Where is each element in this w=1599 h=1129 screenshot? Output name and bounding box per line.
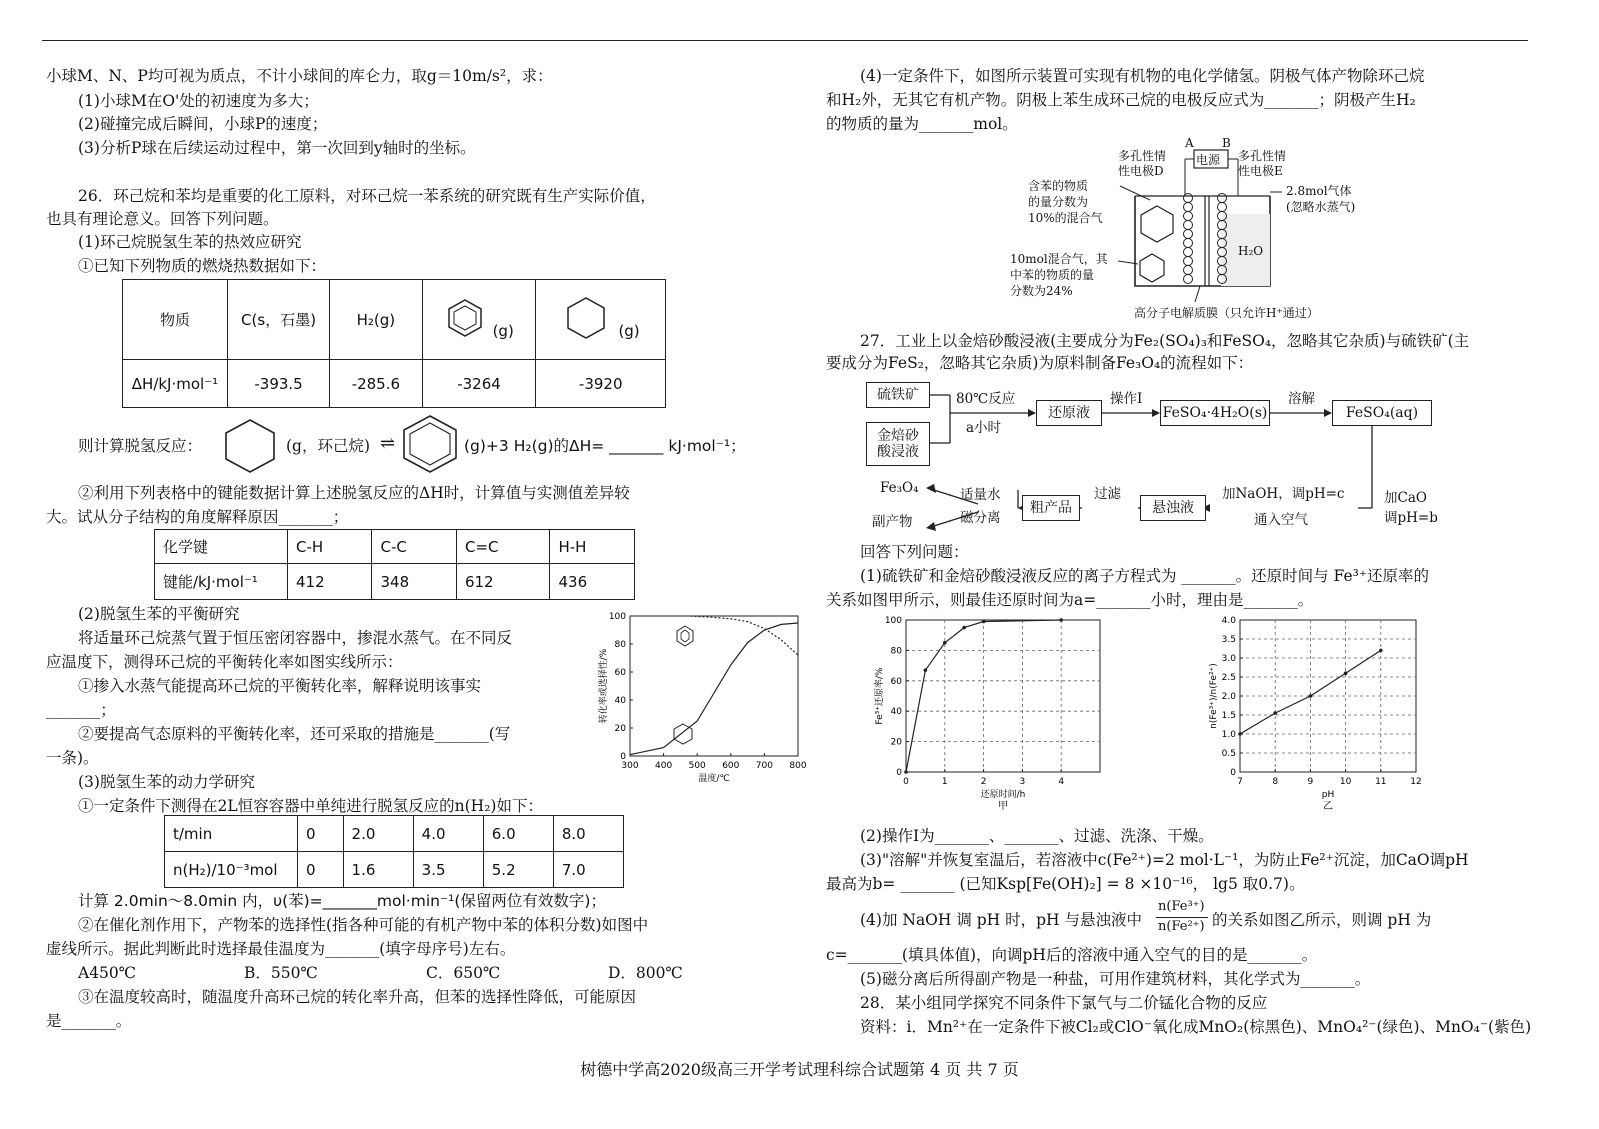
electrode-e-label: 多孔性情 bbox=[1238, 149, 1287, 163]
y-tick-label: 2.0 bbox=[1221, 692, 1236, 702]
q25-line: (2)碰撞完成后瞬间，小球P的速度； bbox=[78, 115, 328, 133]
y-tick-label: 20 bbox=[614, 724, 626, 734]
table-cell: 412 bbox=[288, 564, 372, 600]
table-cell: 0 bbox=[298, 816, 344, 852]
y-tick-label: 40 bbox=[614, 696, 626, 706]
electrode-d-label: 性电极D bbox=[1118, 164, 1164, 178]
after-line: (3)"溶解"并恢复室温后，若溶液中c(Fe²⁺)=2 mol·L⁻¹，为防止Fe²⁺沉淀，加CaO调pH bbox=[860, 851, 1469, 869]
cyclohexane-icon bbox=[564, 296, 608, 340]
plot-frame bbox=[906, 620, 1100, 772]
fraction-denominator: n(Fe²⁺) bbox=[1158, 919, 1205, 934]
table-cell: 2.0 bbox=[343, 816, 413, 852]
flow-label: 加CaO bbox=[1384, 490, 1427, 506]
benzene-icon bbox=[677, 626, 693, 646]
data-point bbox=[1273, 711, 1277, 715]
y-tick-label: 20 bbox=[890, 737, 902, 748]
flow-label: a小时 bbox=[966, 420, 1002, 436]
x-tick-label: 2 bbox=[980, 777, 987, 787]
table-cell bbox=[536, 280, 666, 360]
electrode-e-label: 性电极E bbox=[1238, 164, 1283, 178]
gas-out-label: (忽略水蒸气) bbox=[1286, 200, 1356, 214]
y-tick-label: 4.0 bbox=[1221, 616, 1236, 626]
q26-line: 26．环己烷和苯均是重要的化工原料，对环己烷一苯系统的研究既有生产实际价值， bbox=[78, 187, 656, 205]
y-tick-label: 100 bbox=[884, 616, 902, 626]
table-cell: 1.6 bbox=[343, 852, 413, 888]
top-rule bbox=[42, 40, 1528, 41]
ph-ratio-chart bbox=[1198, 612, 1428, 822]
power-source-label: 电源 bbox=[1196, 153, 1221, 167]
x-tick-label: 4 bbox=[1058, 777, 1065, 787]
option-d: D．800℃ bbox=[608, 964, 683, 982]
y-tick-label: 0.5 bbox=[1221, 749, 1236, 759]
table-cell: ΔH/kJ·mol⁻¹ bbox=[123, 360, 228, 408]
calc-text: (g，环己烷) bbox=[286, 437, 371, 455]
table-cell: H₂(g) bbox=[330, 280, 422, 360]
x-tick-label: 9 bbox=[1307, 777, 1314, 787]
y-tick-label: 0 bbox=[620, 752, 626, 762]
y-axis-label: n(Fe³⁺)/n(Fe²⁺) bbox=[1209, 663, 1219, 729]
table-cell: -285.6 bbox=[330, 360, 422, 408]
eq-line: 应温度下，测得环己烷的平衡转化率如图实线所示： bbox=[46, 653, 403, 671]
after-line: 虚线所示。据此判断此时选择最佳温度为_______(填字母序号)左右。 bbox=[46, 940, 516, 958]
table-cell: 4.0 bbox=[413, 816, 483, 852]
data-point bbox=[982, 620, 986, 624]
flow-label: 加NaOH，调pH=c bbox=[1222, 486, 1345, 502]
plot-frame bbox=[630, 616, 798, 756]
table-cell: t/min bbox=[165, 816, 298, 852]
gas-out-label: 2.8mol气体 bbox=[1286, 184, 1352, 198]
water-label: H₂O bbox=[1238, 244, 1264, 258]
table-cell: 3.5 bbox=[413, 852, 483, 888]
tail-line: 28．某小组同学探究不同条件下氯气与二价锰化合物的反应 bbox=[860, 994, 1268, 1012]
x-tick-label: 7 bbox=[1237, 777, 1243, 787]
x-tick-label: 12 bbox=[1410, 777, 1422, 787]
x-axis-label: 还原时间/h bbox=[980, 790, 1026, 800]
after-line: ②在催化剂作用下，产物苯的选择性(指各种可能的有机产物中苯的体积分数)如图中 bbox=[78, 916, 649, 934]
x-tick-label: 10 bbox=[1339, 777, 1352, 787]
flow-label: 调pH=b bbox=[1384, 510, 1438, 526]
electrode-label-a: A bbox=[1185, 136, 1194, 150]
flow-label: 溶解 bbox=[1288, 391, 1315, 407]
ans-line: 关系如图甲所示，则最佳还原时间为a=_______小时，理由是_______。 bbox=[826, 591, 1314, 609]
q26-line: 也具有理论意义。回答下列问题。 bbox=[46, 210, 279, 228]
x-tick-label: 500 bbox=[688, 761, 706, 771]
y-tick-label: 3.0 bbox=[1221, 654, 1236, 664]
x-axis-label: pH bbox=[1321, 790, 1335, 800]
option-b: B．550℃ bbox=[244, 964, 318, 982]
q27-line: 27．工业上以金焙砂酸浸液(主要成分为Fe₂(SO₄)₃和FeSO₄，忽略其它杂质)与硫铁矿(主 bbox=[860, 332, 1470, 350]
flow-text: 金焙砂 bbox=[877, 428, 919, 444]
after-line: (2)操作I为_______、_______、过滤、洗涤、干燥。 bbox=[860, 827, 1214, 845]
cyclohexane-icon bbox=[674, 724, 692, 744]
x-axis-label: 温度/℃ bbox=[698, 774, 730, 784]
flow-box bbox=[866, 422, 930, 466]
calc-text: 则计算脱氢反应： bbox=[78, 437, 203, 455]
x-tick-label: 11 bbox=[1375, 777, 1387, 787]
flow-box: 还原液 bbox=[1036, 400, 1102, 426]
data-point bbox=[943, 641, 947, 645]
gas-in-label: 10%的混合气 bbox=[1028, 211, 1103, 225]
data-point bbox=[1238, 732, 1242, 736]
x-tick-label: 0 bbox=[903, 777, 909, 787]
flow-output: Fe₃O₄ bbox=[880, 480, 919, 496]
benzene-icon bbox=[445, 298, 485, 338]
q26-line: (1)环己烷脱氢生苯的热效应研究 bbox=[78, 233, 302, 251]
cyclohexane-icon bbox=[222, 418, 278, 474]
flow-label: 操作I bbox=[1110, 391, 1143, 407]
series-line bbox=[691, 616, 799, 655]
table-cell: 键能/kJ·mol⁻¹ bbox=[155, 564, 288, 600]
table-cell: C=C bbox=[456, 530, 550, 564]
table-cell: -3264 bbox=[422, 360, 536, 408]
q25-line: (1)小球M在O'处的初速度为多大； bbox=[78, 92, 319, 110]
eq-line: 将适量环己烷蒸气置于恒压密闭容器中，掺混水蒸气。在不同反 bbox=[78, 629, 513, 647]
table-cell: C(s，石墨) bbox=[227, 280, 329, 360]
table-cell bbox=[422, 280, 536, 360]
x-tick-label: 400 bbox=[655, 761, 673, 771]
table-cell: H-H bbox=[550, 530, 635, 564]
eq-line: ①一定条件下测得在2L恒容容器中单纯进行脱氢反应的n(H₂)如下： bbox=[78, 797, 543, 815]
bond-table bbox=[154, 529, 635, 600]
phase-label: (g) bbox=[492, 322, 514, 340]
eq-line: ①掺入水蒸气能提高环己烷的平衡转化率，解释说明该事实 bbox=[78, 677, 482, 695]
option-c: C．650℃ bbox=[426, 964, 501, 982]
calc-text: (g)+3 H₂(g)的ΔH= _______ kJ·mol⁻¹； bbox=[464, 437, 746, 455]
mix-label: 分数为24% bbox=[1010, 284, 1073, 298]
eq-line: (2)脱氢生苯的平衡研究 bbox=[78, 605, 240, 623]
table-cell: 8.0 bbox=[553, 816, 623, 852]
tail-line: (5)磁分离后所得副产物是一种盐，可用作建筑材料，其化学式为_______。 bbox=[860, 970, 1371, 988]
bond-line: ②利用下列表格中的键能数据计算上述脱氢反应的ΔH时，计算值与实测值差异较 bbox=[78, 484, 630, 502]
combustion-table bbox=[122, 279, 666, 408]
y-axis-label: 转化率或选择性/% bbox=[599, 648, 609, 724]
flow-box: FeSO₄·4H₂O(s) bbox=[1160, 400, 1270, 426]
flow-label: 过滤 bbox=[1094, 486, 1121, 502]
y-tick-label: 60 bbox=[890, 676, 902, 687]
fraction-bar bbox=[1156, 917, 1208, 918]
table-cell: 612 bbox=[456, 564, 550, 600]
data-point bbox=[904, 770, 908, 774]
table-cell: 化学键 bbox=[155, 530, 288, 564]
table-cell: 0 bbox=[298, 852, 344, 888]
y-tick-label: 0 bbox=[896, 768, 902, 778]
page-footer: 树德中学高2020级高三开学考试理科综合试题第 4 页 共 7 页 bbox=[580, 1060, 1019, 1079]
table-cell: C-H bbox=[288, 530, 372, 564]
q4-line: (4)一定条件下，如图所示装置可实现有机物的电化学储氢。阴极气体产物除环己烷 bbox=[860, 67, 1425, 85]
table-cell: 7.0 bbox=[553, 852, 623, 888]
table-cell: 6.0 bbox=[483, 816, 553, 852]
data-point bbox=[1059, 618, 1063, 622]
gas-in-label: 含苯的物质 bbox=[1028, 179, 1089, 193]
gas-in-label: 的量分数为 bbox=[1028, 195, 1089, 209]
kinetics-table bbox=[164, 815, 624, 888]
q4-line: 的物质的量为_______mol。 bbox=[826, 115, 1018, 133]
y-tick-label: 40 bbox=[890, 707, 902, 718]
table-cell: n(H₂)/10⁻³mol bbox=[165, 852, 298, 888]
y-tick-label: 1.0 bbox=[1221, 730, 1236, 740]
phase-label: (g) bbox=[618, 322, 640, 340]
y-tick-label: 100 bbox=[608, 612, 626, 622]
eq-line: ②要提高气态原料的平衡转化率，还可采取的措施是_______(写 bbox=[78, 725, 511, 743]
y-tick-label: 1.5 bbox=[1221, 711, 1236, 721]
table-cell: 5.2 bbox=[483, 852, 553, 888]
conversion-chart bbox=[598, 610, 808, 784]
data-point bbox=[1309, 694, 1313, 698]
x-tick-label: 800 bbox=[789, 761, 807, 771]
table-cell: 436 bbox=[550, 564, 635, 600]
x-tick-label: 1 bbox=[941, 777, 948, 787]
flow-box: 悬浊液 bbox=[1140, 495, 1206, 521]
electrode-d-label: 多孔性情 bbox=[1118, 149, 1167, 163]
x-tick-label: 3 bbox=[1019, 777, 1026, 787]
x-tick-label: 700 bbox=[755, 761, 773, 771]
flow-box: 粗产品 bbox=[1022, 495, 1080, 521]
table-cell: -3920 bbox=[536, 360, 666, 408]
flow-label: 80℃反应 bbox=[956, 391, 1016, 407]
fraction-numerator: n(Fe³⁺) bbox=[1158, 899, 1205, 914]
q4-line: 和H₂外，无其它有机产物。阴极上苯生成环己烷的电极反应式为_______；阴极产生H₂ bbox=[826, 91, 1416, 109]
flow-output: 副产物 bbox=[872, 514, 913, 530]
benzene-icon bbox=[681, 630, 689, 642]
last-line: ③在温度较高时，随温度升高环己烷的转化率升高，但苯的选择性降低，可能原因 bbox=[78, 988, 637, 1006]
chart-title: 甲 bbox=[998, 801, 1008, 812]
eq-line: _______； bbox=[46, 701, 116, 719]
data-point bbox=[1379, 649, 1383, 653]
last-line: 是_______。 bbox=[46, 1012, 132, 1030]
flow-label: 磁分离 bbox=[960, 510, 1001, 526]
benzene-icon bbox=[400, 414, 460, 474]
flow-label: 通入空气 bbox=[1254, 512, 1308, 528]
y-tick-label: 80 bbox=[614, 640, 626, 650]
data-point bbox=[1344, 671, 1348, 675]
table-cell: -393.5 bbox=[227, 360, 329, 408]
flow-box: FeSO₄(aq) bbox=[1332, 400, 1432, 426]
table-cell: 348 bbox=[372, 564, 456, 600]
flow-text: 酸浸液 bbox=[877, 444, 919, 460]
y-tick-label: 60 bbox=[614, 668, 626, 678]
q25-line: (3)分析P球在后续运动过程中，第一次回到y轴时的坐标。 bbox=[78, 139, 476, 157]
y-tick-label: 0 bbox=[1230, 768, 1236, 778]
y-axis-label: Fe³⁺还原率/% bbox=[875, 667, 885, 725]
after-line: 计算 2.0min～8.0min 内，υ(苯)=_______mol·min⁻¹(保留两位有效数字)； bbox=[78, 892, 606, 910]
y-tick-label: 3.5 bbox=[1221, 635, 1236, 645]
ans-line: (1)硫铁矿和金焙砂酸浸液反应的离子方程式为 _______。还原时间与 Fe³⁺还原率的 bbox=[860, 567, 1430, 585]
flow-box: 硫铁矿 bbox=[866, 382, 930, 408]
q26-line: ①已知下列物质的燃烧热数据如下： bbox=[78, 257, 327, 275]
q25-line: 小球M、N、P均可视为质点，不计小球间的库仑力，取g＝10m/s²，求： bbox=[46, 67, 553, 85]
membrane-label: 高分子电解质膜（只允许H⁺通过） bbox=[1134, 306, 1319, 320]
electrode-label-b: B bbox=[1222, 136, 1231, 150]
y-tick-label: 80 bbox=[890, 646, 902, 657]
after-line: 最高为b= _______ (已知Ksp[Fe(OH)₂] = 8 ×10⁻¹⁶， lg5 取0.7)。 bbox=[826, 875, 1305, 893]
eq-line: 一条)。 bbox=[46, 749, 99, 767]
ans-line: 回答下列问题： bbox=[860, 543, 969, 561]
reduction-rate-chart bbox=[858, 612, 1128, 822]
q4b-text: 的关系如图乙所示，则调 pH 为 bbox=[1212, 911, 1432, 929]
option-a: A450℃ bbox=[78, 964, 137, 982]
flow-label: 适量水 bbox=[960, 487, 1001, 503]
x-tick-label: 8 bbox=[1272, 777, 1279, 787]
bond-line: 大。试从分子结构的角度解释原因_______； bbox=[46, 508, 349, 526]
q4b-text: (4)加 NaOH 调 pH 时，pH 与悬浊液中 bbox=[860, 911, 1142, 929]
mix-label: 中苯的物质的量 bbox=[1010, 268, 1095, 282]
chart-title: 乙 bbox=[1323, 801, 1333, 812]
data-point bbox=[962, 626, 966, 630]
tail-line: 资料：i．Mn²⁺在一定条件下被Cl₂或ClO⁻氧化成MnO₂(棕黑色)、MnO₄²⁻(绿色)、MnO₄⁻(紫色) bbox=[860, 1018, 1532, 1036]
data-point bbox=[924, 668, 928, 672]
tail-line: c=_______(填具体值)，向调pH后的溶液中通入空气的目的是_______。 bbox=[826, 946, 1318, 964]
equilibrium-arrow: ⇌ bbox=[380, 433, 396, 454]
q27-line: 要成分为FeS₂，忽略其它杂质)为原料制备Fe₃O₄的流程如下： bbox=[826, 354, 1254, 372]
mix-label: 10mol混合气，其 bbox=[1010, 252, 1108, 266]
x-tick-label: 300 bbox=[621, 761, 639, 771]
y-tick-label: 2.5 bbox=[1221, 673, 1236, 683]
series-line bbox=[906, 620, 1061, 772]
series-line bbox=[630, 623, 798, 755]
table-cell: 物质 bbox=[123, 280, 228, 360]
table-cell: C-C bbox=[372, 530, 456, 564]
x-tick-label: 600 bbox=[722, 761, 740, 771]
eq-line: (3)脱氢生苯的动力学研究 bbox=[78, 773, 255, 791]
